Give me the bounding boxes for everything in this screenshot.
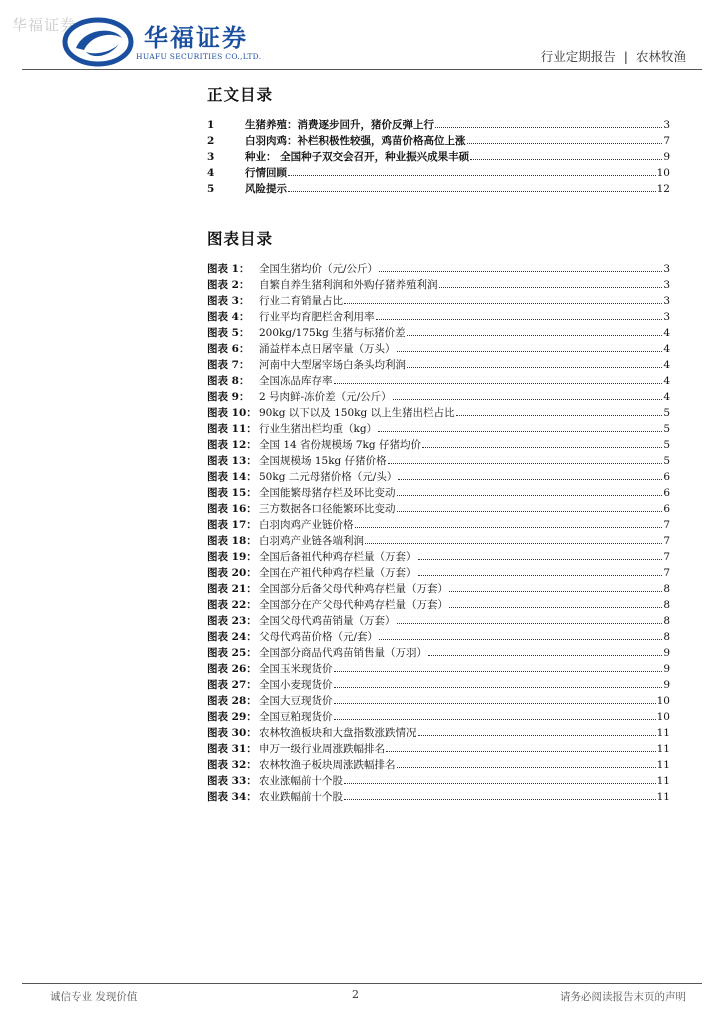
dot-leader <box>379 629 662 640</box>
toc-entry-page: 4 <box>663 375 670 387</box>
toc-entry-page: 10 <box>656 167 670 179</box>
toc-entry-number: 图表 1： <box>207 263 250 275</box>
dot-leader <box>418 565 663 576</box>
toc-entry[interactable] <box>207 533 670 549</box>
toc-entry[interactable] <box>207 549 670 565</box>
toc-entry-number: 图表 16： <box>207 503 257 515</box>
toc-entry-number: 图表 9： <box>207 391 250 403</box>
toc-entry-label: 白羽肉鸡产业链价格 <box>259 519 354 531</box>
toc-entry-label: 全国部分商品代鸡苗销售量（万羽） <box>259 647 427 659</box>
dot-leader <box>407 357 662 368</box>
toc-entry[interactable] <box>207 453 670 469</box>
toc-entry-label: 河南中大型屠宰场白条头均利润 <box>259 359 406 371</box>
toc-entry-number: 图表 10： <box>207 407 257 419</box>
dot-leader <box>393 389 663 400</box>
toc-entry-label: 全国父母代鸡苗销量（万套） <box>259 615 396 627</box>
toc-entry-number: 图表 32： <box>207 759 257 771</box>
dot-leader <box>422 437 662 448</box>
toc-entry-number: 图表 33： <box>207 775 257 787</box>
toc-entry-page: 6 <box>663 471 670 483</box>
toc-entry-page: 9 <box>663 647 670 659</box>
toc-entry-number: 图表 18： <box>207 535 257 547</box>
dot-leader <box>344 773 656 784</box>
toc-entry-page: 12 <box>656 183 670 195</box>
dot-leader <box>334 373 663 384</box>
dot-leader <box>397 501 663 512</box>
toc-entry-number: 图表 4： <box>207 311 250 323</box>
dot-leader <box>397 341 663 352</box>
toc-entry-page: 9 <box>663 663 670 675</box>
toc-entry-label: 全国冻品库存率 <box>259 375 333 387</box>
dot-leader <box>397 757 656 768</box>
toc-entry-page: 7 <box>663 135 670 147</box>
toc-entry-number: 图表 31： <box>207 743 257 755</box>
toc-entry-number: 图表 30： <box>207 727 257 739</box>
toc-entry-label: 全国部分在产父母代种鸡存栏量（万套） <box>259 599 448 611</box>
toc-entry[interactable] <box>207 437 670 453</box>
toc-entry-label: 行情回顾 <box>245 167 287 179</box>
toc-entry-label: 行业平均育肥栏舍利用率 <box>259 311 375 323</box>
toc-entry-page: 7 <box>663 535 670 547</box>
toc-entry-page: 8 <box>663 583 670 595</box>
toc-entry-number: 图表 3： <box>207 295 250 307</box>
toc-entry-label: 白羽鸡产业链各端利润 <box>259 535 364 547</box>
toc-entry-label: 行业二育销量占比 <box>259 295 343 307</box>
toc-entry-number: 图表 28： <box>207 695 257 707</box>
toc-entry-page: 10 <box>656 711 670 723</box>
dot-leader <box>386 741 656 752</box>
page-number: 2 <box>352 988 359 1001</box>
toc-entry-label: 200kg/175kg 生猪与标猪价差 <box>259 327 406 339</box>
toc-entry[interactable] <box>207 133 670 149</box>
dot-leader <box>407 325 663 336</box>
dot-leader <box>388 453 663 464</box>
toc-entry-page: 5 <box>663 439 670 451</box>
toc-entry[interactable] <box>207 741 670 757</box>
dot-leader <box>449 581 662 592</box>
toc-entry[interactable] <box>207 501 670 517</box>
contents-title: 正文目录 <box>207 86 274 104</box>
toc-entry-label: 全国豆粕现货价 <box>259 711 333 723</box>
toc-entry-page: 8 <box>663 615 670 627</box>
dot-leader <box>439 277 663 288</box>
toc-entry[interactable] <box>207 405 670 421</box>
toc-entry[interactable] <box>207 661 670 677</box>
dot-leader <box>378 421 662 432</box>
dot-leader <box>288 165 656 176</box>
toc-entry[interactable] <box>207 725 670 741</box>
toc-entry[interactable] <box>207 677 670 693</box>
toc-entry-label: 行业生猪出栏均重（kg） <box>259 423 378 435</box>
toc-entry-number: 图表 23： <box>207 615 257 627</box>
toc-entry-number: 图表 7： <box>207 359 250 371</box>
toc-entry-label: 全国玉米现货价 <box>259 663 333 675</box>
toc-entry-page: 11 <box>656 759 670 771</box>
dot-leader <box>397 613 663 624</box>
toc-entry[interactable] <box>207 789 670 805</box>
toc-entry-number: 图表 13： <box>207 455 257 467</box>
toc-entry[interactable] <box>207 325 670 341</box>
report-type: 行业定期报告 <box>540 49 616 64</box>
toc-entry-label: 农林牧渔子板块周涨跌幅排名 <box>259 759 396 771</box>
toc-entry[interactable] <box>207 693 670 709</box>
toc-entry-number: 图表 5： <box>207 327 250 339</box>
toc-entry-number: 图表 21： <box>207 583 257 595</box>
watermark: 华福证券 <box>12 16 77 34</box>
toc-entry[interactable] <box>207 709 670 725</box>
toc-entry-label: 生猪养殖：消费逐步回升，猪价反弹上行 <box>245 119 434 131</box>
toc-entry-number: 图表 17： <box>207 519 257 531</box>
toc-entry-number: 图表 26： <box>207 663 257 675</box>
toc-entry-page: 11 <box>656 775 670 787</box>
toc-entry-label: 全国部分后备父母代种鸡存栏量（万套） <box>259 583 448 595</box>
toc-entry-label: 农业跌幅前十个股 <box>259 791 343 803</box>
toc-entry-page: 9 <box>663 151 670 163</box>
dot-leader <box>334 661 663 672</box>
toc-entry-label: 自繁自养生猪利润和外购仔猪养殖利润 <box>259 279 438 291</box>
toc-entry[interactable] <box>207 629 670 645</box>
toc-entry[interactable] <box>207 485 670 501</box>
toc-entry[interactable] <box>207 565 670 581</box>
toc-entry-label: 全国小麦现货价 <box>259 679 333 691</box>
toc-entry-number: 图表 8： <box>207 375 250 387</box>
toc-entry-number: 4 <box>207 167 215 179</box>
dot-leader <box>334 677 663 688</box>
toc-entry[interactable] <box>207 597 670 613</box>
toc-entry[interactable] <box>207 421 670 437</box>
figures-title: 图表目录 <box>207 230 274 248</box>
dot-leader <box>470 149 662 160</box>
toc-entry-number: 图表 12： <box>207 439 257 451</box>
toc-entry-label: 风险提示 <box>245 183 287 195</box>
header-separator: | <box>623 49 628 64</box>
dot-leader <box>288 181 656 192</box>
dot-leader <box>344 293 662 304</box>
toc-entry[interactable] <box>207 149 670 165</box>
toc-entry[interactable] <box>207 165 670 181</box>
dot-leader <box>398 469 662 480</box>
toc-entry-page: 8 <box>663 599 670 611</box>
toc-entry-number: 5 <box>207 183 215 195</box>
toc-entry-label: 白羽肉鸡：补栏积极性较强，鸡苗价格高位上涨 <box>245 135 466 147</box>
dot-leader <box>449 597 662 608</box>
footer-disclaimer: 请务必阅读报告末页的声明 <box>560 991 686 1003</box>
toc-entry-number: 图表 15： <box>207 487 257 499</box>
toc-entry[interactable] <box>207 613 670 629</box>
toc-entry-page: 11 <box>656 791 670 803</box>
header-divider <box>22 69 702 70</box>
dot-leader <box>456 405 663 416</box>
toc-entry-number: 图表 27： <box>207 679 257 691</box>
toc-entry[interactable] <box>207 277 670 293</box>
toc-entry[interactable] <box>207 645 670 661</box>
dot-leader <box>418 549 663 560</box>
toc-entry-label: 全国生猪均价（元/公斤） <box>259 263 379 275</box>
toc-entry-page: 3 <box>663 119 670 131</box>
toc-entry-page: 7 <box>663 551 670 563</box>
logo-subtitle: HUAFU SECURITIES CO.,LTD. <box>136 52 262 61</box>
toc-entry-number: 图表 25： <box>207 647 257 659</box>
toc-entry-page: 9 <box>663 679 670 691</box>
toc-entry-page: 8 <box>663 631 670 643</box>
toc-entry-label: 全国在产祖代种鸡存栏量（万套） <box>259 567 417 579</box>
dot-leader <box>379 261 662 272</box>
toc-entry-label: 全国后备祖代种鸡存栏量（万套） <box>259 551 417 563</box>
toc-entry[interactable] <box>207 261 670 277</box>
toc-entry-page: 4 <box>663 359 670 371</box>
contents-list <box>207 117 670 197</box>
toc-entry[interactable] <box>207 581 670 597</box>
toc-entry-label: 农业涨幅前十个股 <box>259 775 343 787</box>
toc-entry[interactable] <box>207 309 670 325</box>
toc-entry-page: 3 <box>663 279 670 291</box>
toc-entry-label: 农林牧渔板块和大盘指数涨跌情况 <box>259 727 417 739</box>
figures-list <box>207 261 670 805</box>
toc-entry-label: 三方数据各口径能繁环比变动 <box>259 503 396 515</box>
toc-entry[interactable] <box>207 181 670 197</box>
dot-leader <box>365 533 662 544</box>
toc-entry-label: 2 号肉鲜-冻价差（元/公斤） <box>259 391 392 403</box>
dot-leader <box>334 709 656 720</box>
toc-entry-page: 3 <box>663 311 670 323</box>
toc-entry-page: 4 <box>663 391 670 403</box>
toc-entry-page: 3 <box>663 263 670 275</box>
dot-leader <box>334 693 656 704</box>
toc-entry-number: 图表 34： <box>207 791 257 803</box>
toc-entry-number: 2 <box>207 135 215 147</box>
footer-slogan: 诚信专业 发现价值 <box>50 991 138 1003</box>
toc-entry-number: 图表 29： <box>207 711 257 723</box>
toc-entry-page: 5 <box>663 423 670 435</box>
toc-entry-label: 父母代鸡苗价格（元/套） <box>259 631 379 643</box>
toc-entry-number: 图表 24： <box>207 631 257 643</box>
toc-entry-page: 6 <box>663 487 670 499</box>
logo-name: 华福证券 <box>144 24 248 52</box>
toc-entry[interactable] <box>207 357 670 373</box>
toc-entry-label: 申万一级行业周涨跌幅排名 <box>259 743 385 755</box>
toc-entry-number: 图表 20： <box>207 567 257 579</box>
toc-entry-number: 图表 14： <box>207 471 257 483</box>
toc-entry[interactable] <box>207 469 670 485</box>
dot-leader <box>344 789 656 800</box>
toc-entry-label: 全国 14 省份规模场 7kg 仔猪均价 <box>259 439 421 451</box>
toc-entry[interactable] <box>207 341 670 357</box>
toc-entry-page: 11 <box>656 743 670 755</box>
footer-divider <box>22 983 702 984</box>
toc-entry-number: 1 <box>207 119 215 131</box>
toc-entry-label: 全国规模场 15kg 仔猪价格 <box>259 455 387 467</box>
toc-entry-number: 图表 2： <box>207 279 250 291</box>
toc-entry-page: 7 <box>663 519 670 531</box>
dot-leader <box>467 133 663 144</box>
toc-entry[interactable] <box>207 517 670 533</box>
toc-entry-number: 图表 11： <box>207 423 257 435</box>
toc-entry[interactable] <box>207 389 670 405</box>
toc-entry-page: 4 <box>663 327 670 339</box>
toc-entry[interactable] <box>207 117 670 133</box>
toc-entry-page: 6 <box>663 503 670 515</box>
dot-leader <box>428 645 662 656</box>
dot-leader <box>355 517 663 528</box>
toc-entry[interactable] <box>207 757 670 773</box>
toc-entry-label: 种业： 全国种子双交会召开，种业振兴成果丰硕 <box>245 151 470 163</box>
toc-entry-page: 5 <box>663 407 670 419</box>
toc-entry[interactable] <box>207 293 670 309</box>
toc-entry[interactable] <box>207 773 670 789</box>
dot-leader <box>376 309 663 320</box>
toc-entry-page: 5 <box>663 455 670 467</box>
toc-entry-number: 图表 6： <box>207 343 250 355</box>
dot-leader <box>397 485 663 496</box>
toc-entry-label: 全国能繁母猪存栏及环比变动 <box>259 487 396 499</box>
toc-entry[interactable] <box>207 373 670 389</box>
toc-entry-label: 全国大豆现货价 <box>259 695 333 707</box>
toc-entry-label: 涌益样本点日屠宰量（万头） <box>259 343 396 355</box>
toc-entry-page: 11 <box>656 727 670 739</box>
dot-leader <box>418 725 656 736</box>
toc-entry-label: 50kg 二元母猪价格（元/头） <box>259 471 398 483</box>
toc-entry-page: 4 <box>663 343 670 355</box>
toc-entry-number: 图表 22： <box>207 599 257 611</box>
toc-entry-number: 图表 19： <box>207 551 257 563</box>
toc-entry-page: 7 <box>663 567 670 579</box>
toc-entry-label: 90kg 以下以及 150kg 以上生猪出栏占比 <box>259 407 455 419</box>
report-header <box>541 47 686 65</box>
toc-entry-number: 3 <box>207 151 215 163</box>
toc-entry-page: 3 <box>663 295 670 307</box>
toc-entry-page: 10 <box>656 695 670 707</box>
dot-leader <box>435 117 662 128</box>
report-sector: 农林牧渔 <box>635 49 686 64</box>
